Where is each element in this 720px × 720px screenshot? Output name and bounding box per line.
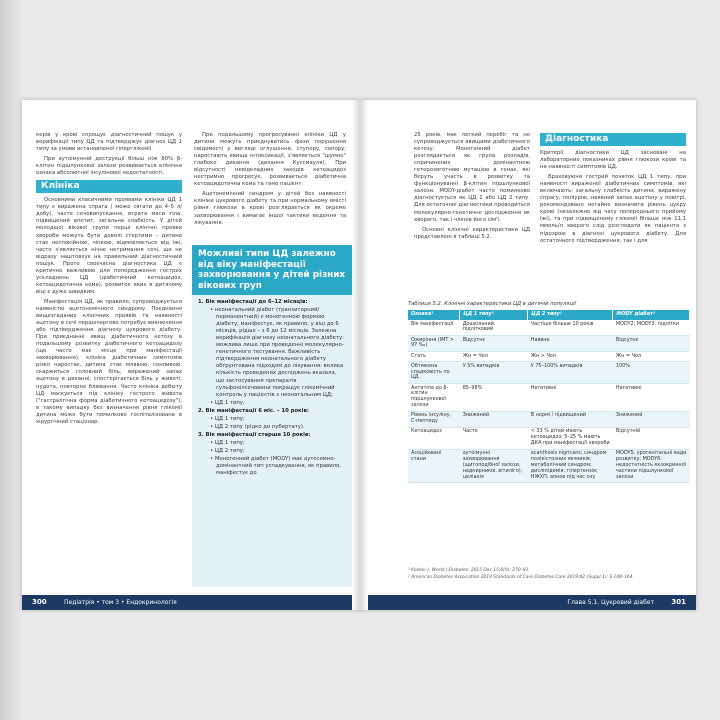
table-cell: Жн = Чол: [460, 351, 528, 361]
column-header: Ознака¹: [408, 310, 460, 320]
running-title: Глава 5.1. Цукровий діабет: [567, 599, 654, 606]
table-cell: Відсутнє: [460, 335, 528, 351]
table-cell: Негативні: [528, 383, 613, 411]
table-cell: Стать: [408, 351, 460, 361]
table-cell: 85–98%: [460, 383, 528, 411]
right-column-2: [540, 130, 686, 248]
column-header: MODY діабет²: [613, 310, 690, 320]
list-item: • неонатальний діабет (транзиторний/ перманентний) є моногенною формою діабету, маніфестує, як правило, у віці до 6 місяців, рідше – з 6 до 12 місяців. Залежна верифікація діагнозу неонатального діабету: можлива лише при проведенні молекулярно-генетичного тестування. Важливість підтвердження неонатального діабету обґрунтована підходом до лікування: велика кількість проведених досліджень вказала, що застосування препаратів сульфонілсечовини покращує глікемічний контроль у пацієнтів з неонатальним ЦД;: [210, 307, 344, 398]
callout-heading: Можливі типи ЦД залежно від віку маніфестації захворювання у дітей різних вікових груп: [192, 245, 352, 295]
page-number: 301: [671, 598, 686, 606]
left-page: [22, 100, 360, 610]
left-column-1: [36, 132, 182, 429]
paragraph: Враховуючи гострий початок ЦД 1 типу, при наявності вираженої діабетичних симптомів, які включають: загальну слабкість дитини, виражену спрагу, поліурію, наявний запах ацетону у повітрі, рекомендовано негайно визначити рівень цукру крові (незалежно від часу попереднього прийому їжі), та при підвищеному глікемії більше ніж 11,1 ммоль/л хворого слід розглядати як пацієнта з підозрою в діагнозі цукрового діабету. Для остаточного підтвердження, так і для: [540, 174, 686, 244]
table-row: [408, 362, 690, 384]
footnote: ² American Diabetes Association 2019 Standards of Care Diabetes Care 2019;42 (Suppl 1): S 148–164.: [408, 575, 634, 580]
table-cell: У 75–100% випадків: [528, 362, 613, 384]
paragraph: Основними класичними проявами клініки ЦД 1 типу є виражена спрага ( може сягати до 4–5 л/добу), часте сечовипускання, втрата маси тіла, підвищений апетит, загальна слабкість. У дітей молодшої вікової групи перші клінічні прояви хвороби можуть бути доволі стертими – дитина стає неспокійною, чіпкою, відмовляється від їжі, часто з'являється нічне нетримання сечі, що не відразу наштовхує на правильний діагностичний пошук. Проте своєчасна діагностика ЦД є критично важливою для попередження гострих ускладнень ЦД (діабетичний кетоацидоз, кетоацидотична кома), розвиток яких в дитячому віці є дуже швидким.: [36, 197, 182, 295]
left-footer: [22, 595, 360, 610]
table-caption: Таблиця 5.2. Клінічні характеристики ЦД в дитячій популяції: [408, 301, 576, 307]
running-title: Педіатрія • том 3 • Ендокринологія: [64, 599, 177, 606]
section-heading-clinic: Клініка: [36, 180, 182, 193]
column-header: ЦД 1 типу²: [460, 310, 528, 320]
table-cell: MODY2; MODY3: підлітки: [613, 320, 690, 336]
table-cell: аутоімунні захворювання (щитоподібної залози, наднирників, вітиліго); целіакія: [460, 449, 528, 483]
paragraph: При подальшому прогресуванні клініки ЦД у дитини можуть приєднуватись фази порушення свідомості у вигляді оглушення, ступору, сопору; наростають явища інтоксикації, з'являється "шумне" глибоке дихання (дихання Куссмауля). При відсутності невідкладних заходів кетоацидоз нестримно прогресує, розвивається діабетична кетоацидотична кома та гине пацієнт.: [194, 132, 346, 188]
table-cell: Відсутнє: [613, 335, 690, 351]
table-cell: Часто: [460, 427, 528, 449]
table-row: [408, 320, 690, 336]
list-heading: 1. Вік маніфестації до 6–12 місяців:: [198, 299, 308, 305]
table-cell: acanthosis nigricans; синдром полікістозних яєчників; метаболічний синдром; дисліпідемія; гіпертензія; НЖХП; апное під час сну: [528, 449, 613, 483]
right-footer: [360, 595, 696, 610]
callout-box: [192, 245, 352, 587]
table-cell: Обтяжена спадковість по ЦД: [408, 362, 460, 384]
table-row: [408, 383, 690, 411]
table-cell: Рівень інсуліну, С-пептиду: [408, 411, 460, 427]
table-cell: 100%: [613, 362, 690, 384]
table-row: [408, 411, 690, 427]
table-cell: Асоційовані стани: [408, 449, 460, 483]
clinical-characteristics-table: [408, 310, 690, 483]
table-row: [408, 351, 690, 361]
table-cell: Знижений: [613, 411, 690, 427]
page-number: 300: [32, 598, 47, 606]
table-cell: Негативні: [613, 383, 690, 411]
table-cell: < 33 % дітей мають кетоацидоз; 5–25 % мають ДКА при маніфестації хвороби: [528, 427, 613, 449]
table-row: [408, 335, 690, 351]
list-item: • Моногенний діабет (MODY) має аутосомно-домінантний тип успадкування, як правило, маніфестує до: [210, 455, 341, 477]
table-cell: Частіше більше 10 років: [528, 320, 613, 336]
table-cell: MODY5: урогенітальні вади розвитку; MODY6: недостатність екзокринної частини підшлункової залози: [613, 449, 690, 483]
table-cell: Дошкільний, підлітковий: [460, 320, 528, 336]
paragraph: Основні клінічні характеристики ЦД представлені в таблиці 5.2.: [414, 226, 530, 240]
book-gutter: [352, 100, 368, 610]
paragraph: Критерії діагностики ЦД засновані на лабораторних показниках рівня глюкози крові та на наявності симптомів ЦД.: [540, 150, 686, 171]
left-column-2: [194, 132, 346, 230]
table-cell: Знижений: [460, 411, 528, 427]
column-header: ЦД 2 типу²: [528, 310, 613, 320]
list-item: • ЦД 2 типу (рідко до пубертату).: [210, 423, 305, 430]
table-cell: У 5% випадків: [460, 362, 528, 384]
desk-shadow: [0, 0, 24, 720]
list-item: • ЦД 1 типу.: [210, 399, 245, 406]
table-row: [408, 449, 690, 483]
table-cell: Ожиріння (ІМТ > 97 ‰): [408, 335, 460, 351]
paragraph: керів у крові спрощує діагностичний пошук у верифікації типу ЦД та підтверджує діагноз ЦД 1 типу за умови встановленої гіперглікемії.: [36, 132, 182, 153]
right-column-1: [414, 132, 530, 244]
paragraph: 25 років, має легкий перебіг та не супроводжується явищами діабетичного кетозу. Моногенний діабет розглядається як група розладів, спричинених домінантною гетерозиготною мутацією в генах, які беруть участь в розвитку та функціонуванні β-клітин підшлункової залози. MODY-діабет часто помилково діагностується як ЦД 1 або ЦД 2 типу. Для остаточної діагностики проводиться молекулярно-генетичне дослідження як хворого, так і членів його сім'ї.: [414, 132, 530, 223]
table-row: [408, 427, 690, 449]
table-cell: Відсутній: [613, 427, 690, 449]
list-item: • ЦД 1 типу;: [210, 415, 245, 422]
list-item: • ЦД 1 типу;: [210, 439, 245, 446]
table-cell: Кетоацидоз: [408, 427, 460, 449]
list-heading: 3. Вік маніфестації старше 10 років:: [198, 431, 311, 438]
list-heading: 2. Вік маніфестації 6 міс. – 10 років:: [198, 407, 309, 414]
paragraph: Маніфестація ЦД, як правило, супроводжується наявністю ацетонемічного синдрому. Поєднання вищезгаданих клінічних проявів та наявності ацетону в сечі першочергово потребує виключення або підтвердження діагнозу цукрового діабету. При приєднанні явищ діабетичного кетозу в подальшому розвитку діабетичного кетоацидозу (що часто має місце при маніфестації захворювання), клініка діабетичних симптомів різко наростає, дитина стає млявою, сонливою, скаржиться головний біль, виражений запах ацетону в диханні, спостерігається біль у животі, нудота, повторне блювання. Часто клініка дебюту ЦД маскується під клініку гострого живота ("гастралгічна форма діабетичного кетоацидозу"), в такому випадку без визначення рівня глікемії дитина може бути помилково госпіталізована в хірургічний стаціонар.: [36, 298, 182, 425]
table-header-row: [408, 310, 690, 320]
table-cell: Наявне: [528, 335, 613, 351]
footnote: ¹ Kosher J, World J Diabetes. 2015 Dec 15;6(9): 270–81.: [408, 568, 530, 573]
paragraph: При аутоімунній деструкції більш ніж 80% β-клітин підшлункової залози розвивається клінічна ознака абсолютної інсулінової недостатності.: [36, 156, 182, 177]
table-cell: Жн > Чол: [528, 351, 613, 361]
section-heading-diagnostics: Діагностика: [540, 133, 686, 146]
table-cell: Вік маніфестації: [408, 320, 460, 336]
table-cell: Антитіла до β-клітин підшлункової залози: [408, 383, 460, 411]
paragraph: Ацетонемічний синдром у дітей без наявності клініки цукрового діабету та при нормальному вмісті рівня глюкози в крові розглядається як окреме захворювання і вимагає іншої тактики ведення та лікування.: [194, 191, 346, 226]
callout-body: [192, 295, 352, 482]
table-cell: Жн = Чол: [613, 351, 690, 361]
table-cell: В нормі / підвищений: [528, 411, 613, 427]
list-item: • ЦД 2 типу;: [210, 447, 245, 454]
